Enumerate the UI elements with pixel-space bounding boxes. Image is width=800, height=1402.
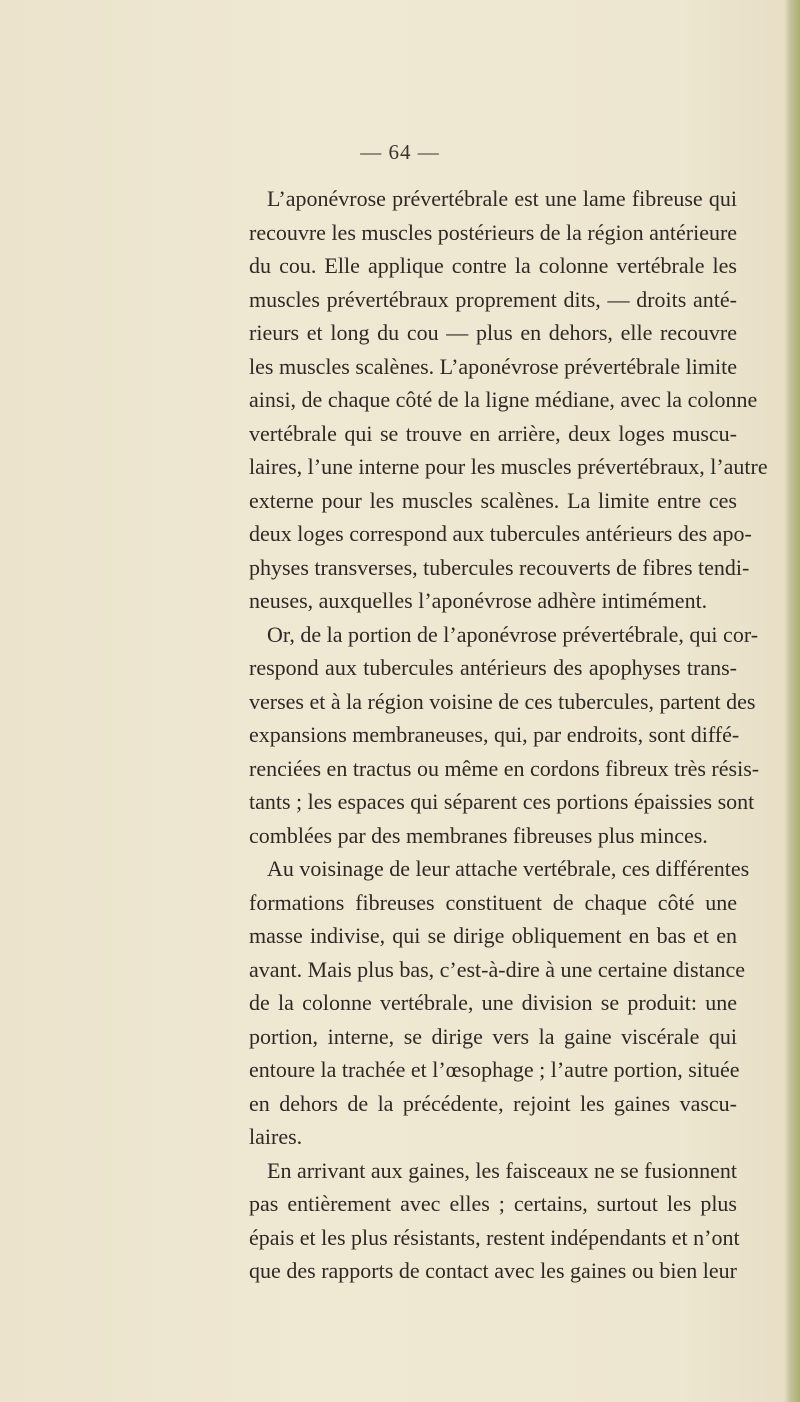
text-line: que des rapports de contact avec les gaines ou bien leur — [249, 1258, 737, 1283]
text-line: verses et à la région voisine de ces tubercules, partent des — [249, 688, 756, 714]
text-line: entoure la trachée et l’œsophage ; l’autre portion, située — [249, 1057, 740, 1082]
text-line: portion, interne, se dirige vers la gaine viscérale qui — [249, 1023, 737, 1049]
text-line: tants ; les espaces qui séparent ces portions épaissies sont — [249, 789, 755, 814]
text-line: formations fibreuses constituent de chaque côté une — [249, 889, 737, 915]
text-line: ainsi, de chaque côté de la ligne médiane, avec la colonne — [249, 387, 758, 412]
text-line: épais et les plus résistants, restent indépendants et n’ont — [249, 1224, 740, 1250]
text-line: L’aponévrose prévertébrale est une lame fibreuse qui — [267, 186, 737, 211]
text-line: masse indivise, qui se dirige obliquement en bas et en — [249, 923, 737, 948]
text-line: pas entièrement avec elles ; certains, surtout les plus — [249, 1191, 737, 1216]
text-line: avant. Mais plus bas, c’est-à-dire à une certaine distance — [249, 956, 746, 982]
text-line: Or, de la portion de l’aponévrose prévertébrale, qui cor- — [267, 621, 759, 647]
text-line: laires, l’une interne pour les muscles prévertébraux, l’autre — [249, 454, 768, 479]
text-line: les muscles scalènes. L’aponévrose prévertébrale limite — [249, 353, 737, 379]
text-line: deux loges correspond aux tubercules antérieurs des apo- — [249, 521, 752, 546]
text-line: renciées en tractus ou même en cordons fibreux très résis- — [249, 755, 760, 781]
page-edge-shading — [784, 0, 800, 1402]
text-line: respond aux tubercules antérieurs des apophyses trans- — [249, 655, 737, 680]
page-number: — 64 — — [360, 140, 440, 164]
text-line: en dehors de la précédente, rejoint les gaines vascu- — [249, 1090, 737, 1116]
text-line: expansions membraneuses, qui, par endroits, sont diffé- — [249, 722, 740, 747]
text-line: muscles prévertébraux proprement dits, — droits anté- — [249, 286, 737, 312]
text-line: rieurs et long du cou — plus en dehors, elle recouvre — [249, 320, 737, 345]
text-line: comblées par des membranes fibreuses plus minces. — [249, 822, 708, 848]
text-line: vertébrale qui se trouve en arrière, deux loges muscu- — [249, 420, 737, 446]
text-line: En arrivant aux gaines, les faisceaux ne se fusionnent — [267, 1157, 737, 1183]
text-line: externe pour les muscles scalènes. La limite entre ces — [249, 487, 737, 513]
text-line: recouvre les muscles postérieurs de la région antérieure — [249, 219, 738, 245]
text-line: de la colonne vertébrale, une division se produit: une — [249, 990, 737, 1015]
text-line: laires. — [249, 1124, 303, 1149]
text-line: Au voisinage de leur attache vertébrale, ces différentes — [267, 856, 750, 881]
text-line: neuses, auxquelles l’aponévrose adhère intimément. — [249, 588, 708, 613]
text-line: du cou. Elle applique contre la colonne vertébrale les — [249, 253, 737, 278]
text-line: physes transverses, tubercules recouverts de fibres tendi- — [249, 554, 750, 580]
